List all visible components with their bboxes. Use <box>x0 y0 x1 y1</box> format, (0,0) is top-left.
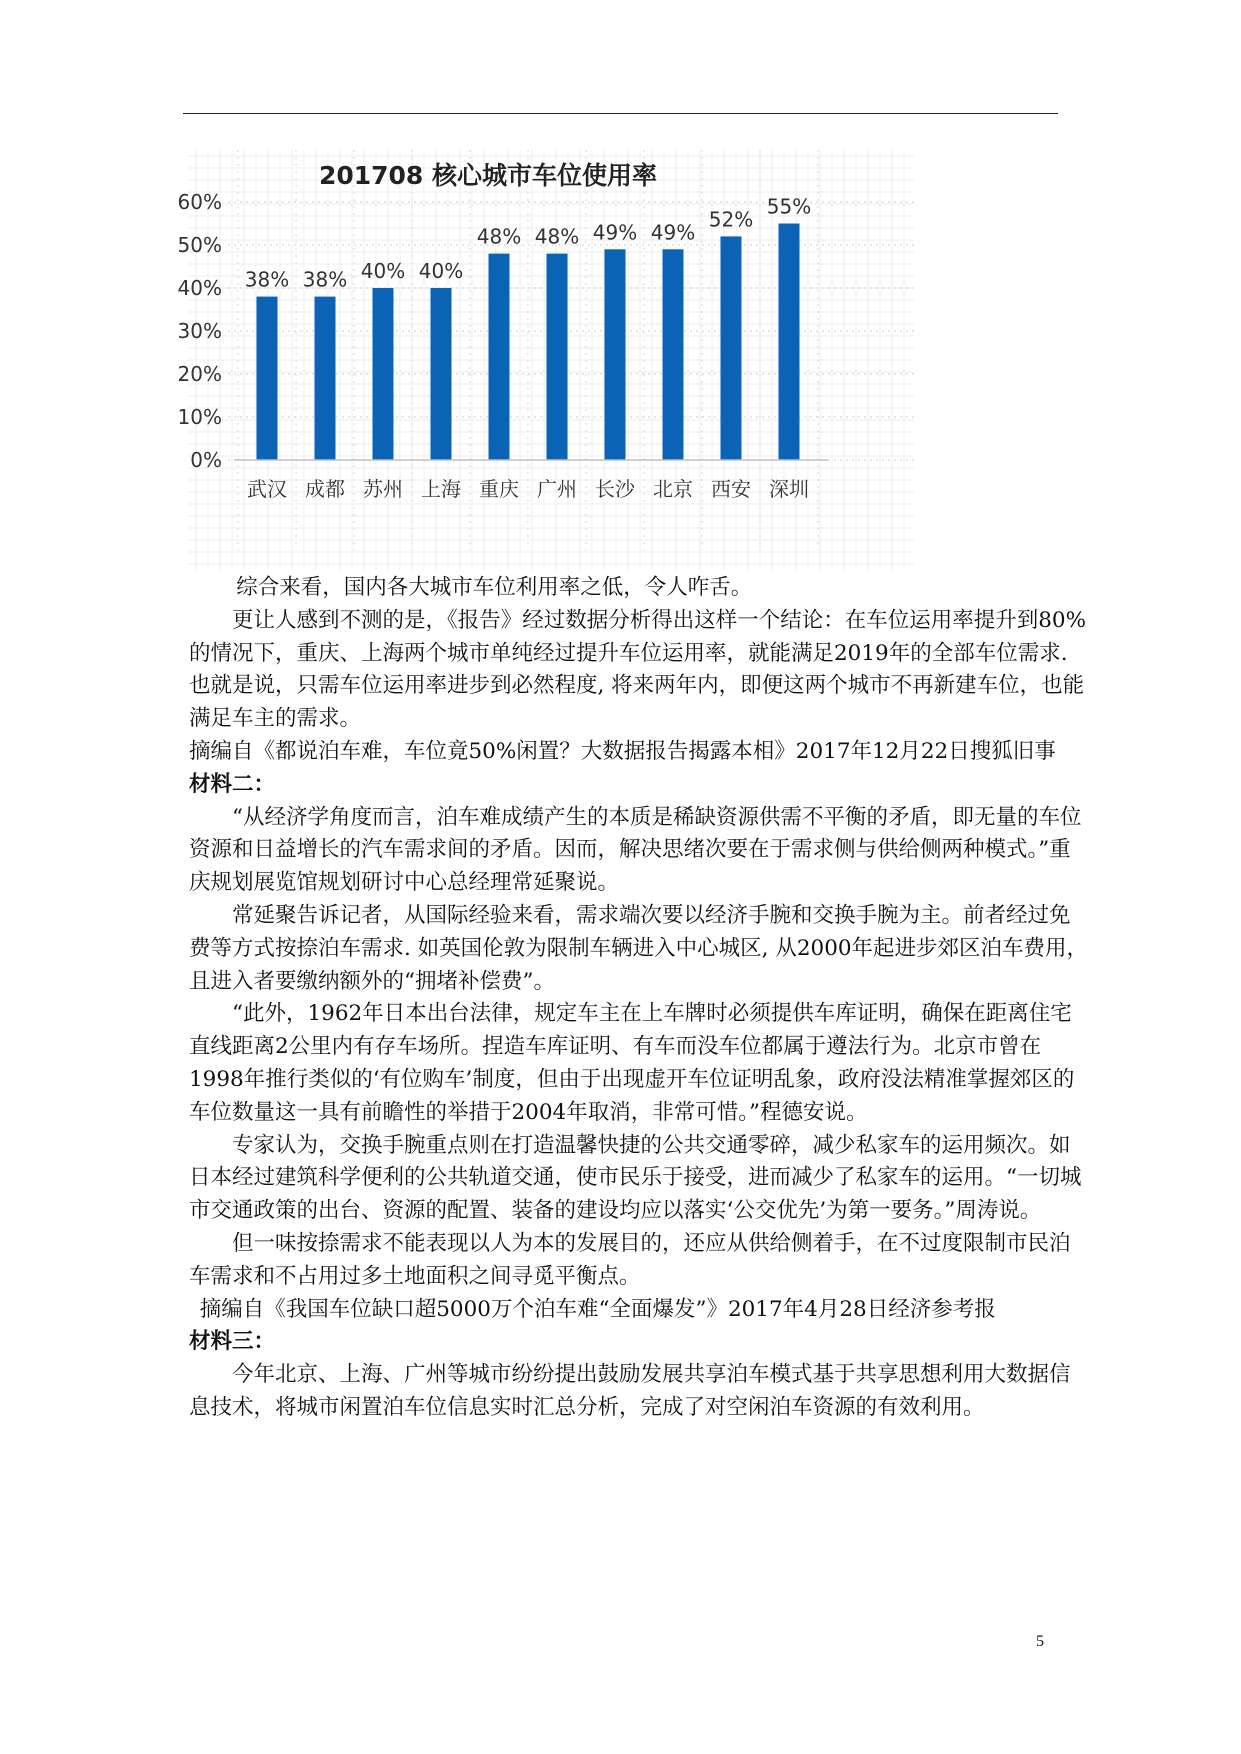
bar <box>489 254 510 460</box>
category-label: 西安 <box>711 477 751 501</box>
y-tick-label: 40% <box>177 276 222 300</box>
y-tick-label: 60% <box>177 190 222 214</box>
bar <box>663 249 684 460</box>
paragraph: 今年北京、上海、广州等城市纷纷提出鼓励发展共享泊车模式基于共享思想利用大数据信息技术，将城市闲置泊车位信息实时汇总分析，完成了对空闲泊车资源的有效利用。 <box>189 1362 1071 1420</box>
paragraph: 专家认为，交换手腕重点则在打造温馨快捷的公共交通零碎，减少私家车的运用频次。如日本经过建筑科学便利的公共轨道交通，使市民乐于接受，进而减少了私家车的运用。“一切城市交通政策的出台、资源的配置、装备的建设均应以落实‘公交优先’为第一要务。”周涛说。 <box>189 1132 1082 1224</box>
paragraph: 综合来看，国内各大城市车位利用率之低，令人咋舌。 <box>236 575 753 600</box>
chart-canvas <box>177 150 914 570</box>
data-label: 49% <box>650 220 696 245</box>
chart-bars <box>234 224 828 461</box>
bar <box>373 288 394 460</box>
data-label: 49% <box>592 220 638 245</box>
data-label: 55% <box>766 194 812 219</box>
y-tick-label: 0% <box>190 448 222 472</box>
section-heading: 材料三： <box>189 1329 276 1355</box>
bar <box>257 297 278 460</box>
paragraph: 但一味按捺需求不能表现以人为本的发展目的，还应从供给侧着手，在不过度限制市民泊车需求和不占用过多土地面积之间寻觅平衡点。 <box>189 1230 1071 1289</box>
data-label: 48% <box>534 224 580 249</box>
y-tick-label: 10% <box>177 405 222 429</box>
category-label: 深圳 <box>769 477 809 501</box>
category-label: 广州 <box>537 477 577 501</box>
category-label: 武汉 <box>247 477 287 501</box>
bar <box>315 297 336 460</box>
category-label: 上海 <box>421 477 461 501</box>
category-label: 重庆 <box>479 477 519 501</box>
bar <box>431 288 452 460</box>
page-number: 5 <box>1036 1633 1044 1650</box>
category-label: 长沙 <box>595 477 635 501</box>
y-tick-label: 50% <box>177 233 222 257</box>
paragraph: “此外，1962年日本出台法律，规定车主在上车牌时必须提供车库证明，确保在距离住宅直线距离2公里内有存车场所。捏造车库证明、有车而没车位都属于遵法行为。北京市曾在1998年推行类似的‘有位购车’制度，但由于出现虚开车位证明乱象，政府没法精准掌握郊区的车位数量这一具有前瞻性的举措于2004年取消，非常可惜。”程德安说。 <box>189 1001 1075 1125</box>
article-body <box>189 572 1089 1425</box>
data-label: 52% <box>708 207 754 232</box>
y-axis-ticks <box>178 190 222 472</box>
paragraph: “从经济学角度而言，泊车难成绩产生的本质是稀缺资源供需不平衡的矛盾，即无量的车位资源和日益增长的汽车需求间的矛盾。因而，解决思绪次要在于需求侧与供给侧两种模式。”重庆规划展览馆规划研讨中心总经理常延聚说。 <box>189 804 1082 896</box>
bar <box>605 249 626 460</box>
paragraph: 更让人感到不测的是，《报告》经过数据分析得出这样一个结论：在车位运用率提升到80%的情况下，重庆、上海两个城市单纯经过提升车位运用率，就能满足2019年的全部车位需求. 也就是说，只需车位运用率进步到必然程度, 将来两年内，即便这两个城市不再新建车位，也能满足车主的需求。 <box>189 607 1087 732</box>
category-label: 苏州 <box>363 477 403 501</box>
source-citation: 摘编自《我国车位缺口超5000万个泊车难“全面爆发”》2017年4月28日经济参考报 <box>199 1296 996 1322</box>
data-label: 48% <box>476 224 522 249</box>
data-label: 40% <box>418 259 464 283</box>
bar <box>547 254 568 460</box>
data-label: 40% <box>360 259 406 283</box>
bar <box>779 224 800 461</box>
category-label: 成都 <box>305 477 345 501</box>
category-label: 北京 <box>653 477 693 501</box>
data-label: 38% <box>244 267 290 292</box>
paragraph: 常延聚告诉记者，从国际经验来看，需求端次要以经济手腕和交换手腕为主。前者经过免费等方式按捺泊车需求. 如英国伦敦为限制车辆进入中心城区, 从2000年起进步郊区泊车费用，且进入者要缴纳额外的“拥堵补偿费”。 <box>189 902 1089 994</box>
y-tick-label: 30% <box>177 319 222 343</box>
section-heading: 材料二： <box>189 771 276 797</box>
source-citation: 摘编自《都说泊车难，车位竟50%闲置？大数据报告揭露本相》2017年12月22日搜狐旧事 <box>189 738 1056 764</box>
parking-usage-chart <box>177 150 914 570</box>
data-label: 38% <box>302 267 348 292</box>
y-tick-label: 20% <box>177 362 222 386</box>
bar <box>721 236 742 460</box>
header-rule <box>183 113 1058 114</box>
chart-title: 201708 核心城市车位使用率 <box>318 161 658 190</box>
